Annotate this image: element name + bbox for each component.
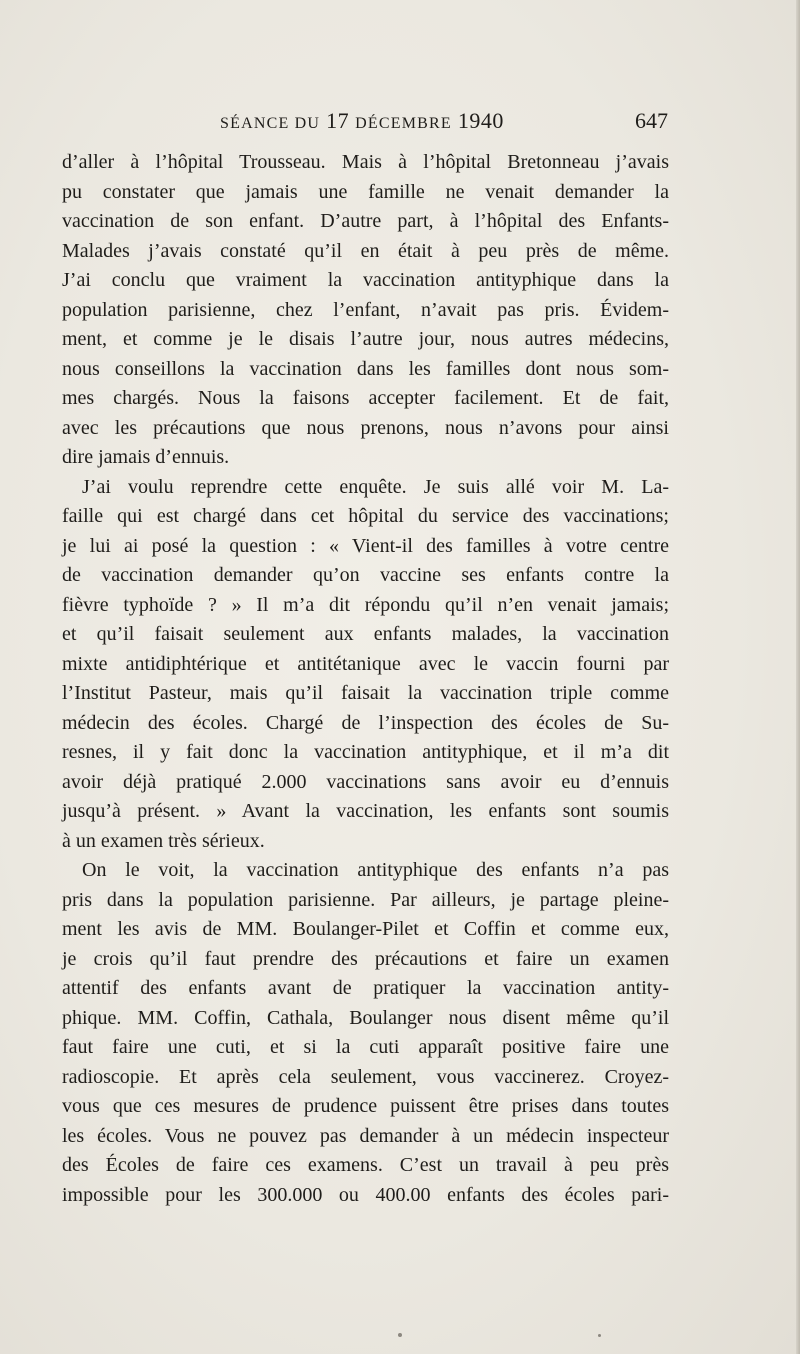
text-line: nous conseillons la vaccination dans les familles dont nous som- <box>62 357 669 380</box>
text-line: impossible pour les 300.000 ou 400.00 enfants des écoles pari- <box>62 1183 669 1206</box>
text-line: ment, et comme je le disais l’autre jour, nous autres médecins, <box>62 328 669 350</box>
text-line: radioscopie. Et après cela seulement, vous vaccinerez. Croyez- <box>62 1065 669 1088</box>
text-line: je crois qu’il faut prendre des précautions et faire un examen <box>62 947 669 970</box>
title-day: 17 <box>326 108 350 133</box>
running-head <box>60 108 670 138</box>
text-line: fièvre typhoïde ? » Il m’a dit répondu qu’il n’en venait jamais; <box>62 593 669 616</box>
text-line: l’Institut Pasteur, mais qu’il faisait la vaccination triple comme <box>62 682 669 704</box>
paragraph-1 <box>62 148 669 473</box>
text-line: avoir déjà pratiqué 2.000 vaccinations sans avoir eu d’ennuis <box>62 770 669 793</box>
text-line: de vaccination demander qu’on vaccine ses enfants contre la <box>62 564 669 586</box>
text-line: pris dans la population parisienne. Par ailleurs, je partage pleine- <box>62 888 669 911</box>
page-edge <box>796 0 800 1354</box>
text-line: faut faire une cuti, et si la cuti apparaît positive faire une <box>62 1036 669 1058</box>
text-line: et qu’il faisait seulement aux enfants malades, la vaccination <box>62 623 669 645</box>
text-line: J’ai voulu reprendre cette enquête. Je suis allé voir M. La- <box>82 475 669 498</box>
running-title <box>220 108 504 134</box>
text-line: d’aller à l’hôpital Trousseau. Mais à l’hôpital Bretonneau j’avais <box>62 151 669 173</box>
text-line: On le voit, la vaccination antityphique des enfants n’a pas <box>82 859 669 881</box>
text-line: dire jamais d’ennuis. <box>62 446 230 468</box>
text-line: les écoles. Vous ne pouvez pas demander à un médecin inspecteur <box>62 1124 669 1147</box>
text-line: vous que ces mesures de prudence puissent être prises dans toutes <box>62 1095 669 1117</box>
paper-speck <box>598 1334 601 1337</box>
text-line: J’ai conclu que vraiment la vaccination antityphique dans la <box>62 269 669 291</box>
title-year: 1940 <box>457 108 504 133</box>
text-line: phique. MM. Coffin, Cathala, Boulanger nous disent même qu’il <box>62 1006 669 1029</box>
paper-speck <box>398 1333 402 1337</box>
text-line: resnes, il y fait donc la vaccination antityphique, et il m’a dit <box>62 741 669 763</box>
paragraph-2 <box>62 473 669 857</box>
text-line: avec les précautions que nous prenons, nous n’avons pour ainsi <box>62 416 669 439</box>
paragraph-3 <box>62 856 669 1210</box>
text-line: attentif des enfants avant de pratiquer la vaccination antity- <box>62 977 669 999</box>
text-line: je lui ai posé la question : « Vient-il des familles à votre centre <box>62 534 669 557</box>
page-number: 647 <box>635 108 668 133</box>
body-text <box>62 148 669 1210</box>
title-month: DÉCEMBRE <box>355 115 452 132</box>
text-line: médecin des écoles. Chargé de l’inspection des écoles de Su- <box>62 711 669 734</box>
text-line: ment les avis de MM. Boulanger-Pilet et Coffin et comme eux, <box>62 918 669 940</box>
text-line: des Écoles de faire ces examens. C’est un travail à peu près <box>62 1154 669 1176</box>
text-line: Malades j’avais constaté qu’il en était à peu près de même. <box>62 239 669 262</box>
text-line: jusqu’à présent. » Avant la vaccination, les enfants sont soumis <box>62 800 669 822</box>
text-line: population parisienne, chez l’enfant, n’avait pas pris. Évidem- <box>62 298 669 321</box>
text-line: vaccination de son enfant. D’autre part, à l’hôpital des Enfants- <box>62 210 669 232</box>
text-line: pu constater que jamais une famille ne venait demander la <box>62 180 669 203</box>
text-line: à un examen très sérieux. <box>62 829 265 852</box>
text-line: mixte antidiphtérique et antitétanique avec le vaccin fourni par <box>62 652 669 675</box>
text-line: faille qui est chargé dans cet hôpital du service des vaccinations; <box>62 505 669 527</box>
text-line: mes chargés. Nous la faisons accepter facilement. Et de fait, <box>62 387 669 409</box>
title-prefix: SÉANCE DU <box>220 115 321 132</box>
